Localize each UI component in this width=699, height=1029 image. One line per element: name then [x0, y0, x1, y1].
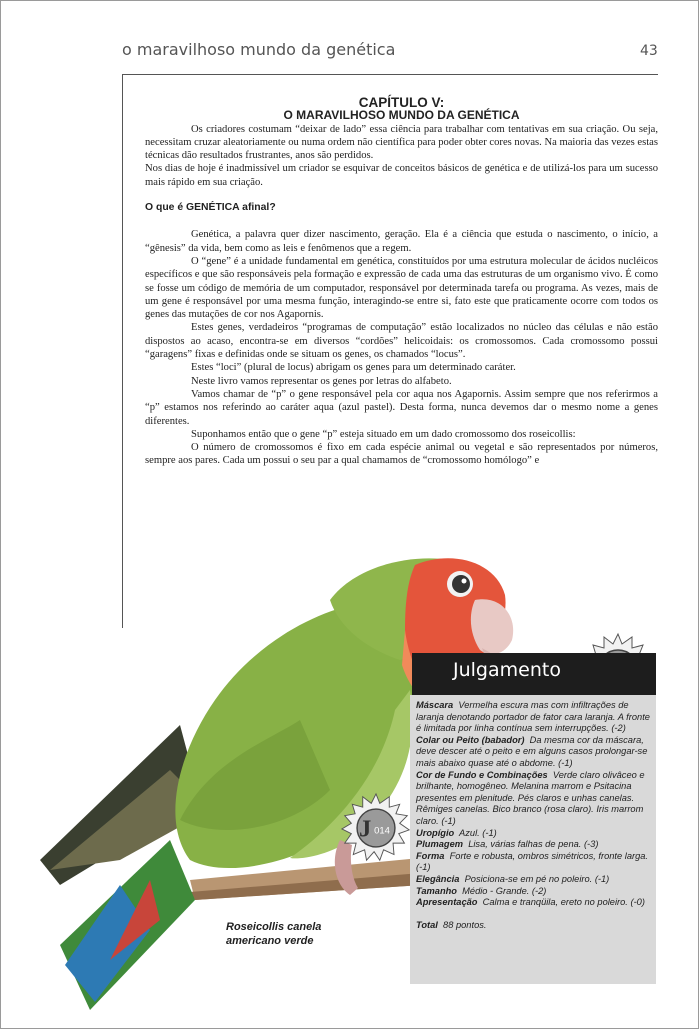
criterion [416, 735, 652, 770]
intro-paragraph: Os criadores costumam “deixar de lado” essa ciência para trabalhar com tentativas em sua criação. Ou seja, necessitam cruzar aleatoriamente ou numa ordem não científica para poder obter cores novas. Na maioria das vezes estas técnicas dão resultados frustrantes, anos são perdidos. [145, 123, 658, 162]
intro-paragraph: Nos dias de hoje é inadmissível um criador se esquivar de conceitos básicos de genética e de utilizá-los para um sucesso mais rápido em sua criação. [145, 163, 658, 188]
body-text [145, 96, 658, 468]
badge-number: 014 [374, 825, 390, 837]
section-heading: O que é GENÉTICA afinal? [145, 202, 276, 214]
criterion-text: Da mesma cor da máscara, deve descer até o peito e em alguns casos prolongar-se mais abaixo quase até o abdome. (-1) [416, 734, 648, 768]
caption-line: Roseicollis canela [226, 921, 322, 933]
paragraph: Vamos chamar de “p” o gene responsável pela cor aqua nos Agapornis. Assim sempre que nos referirmos a “p” estamos nos referindo ao caráter aqua (azul pastel). Desta forma, nunca devemos dar o mesmo nome a genes diferentes. [145, 388, 658, 427]
criterion-label: Tamanho [416, 885, 457, 896]
paragraph: Estes genes, verdadeiros “programas de computação” estão localizados no núcleo das células e não estão dispostos ao acaso, encontra-se em diversos “cordões” helicoidais: os cromossomos. Cada cromossomo possui “garagens” fixas e definidas onde se situam os genes, os chamados “locus”. [145, 322, 658, 361]
paragraph: Neste livro vamos representar os genes por letras do alfabeto. [191, 375, 452, 387]
criterion-label: Máscara [416, 700, 454, 710]
criterion-label: Forma [416, 850, 445, 861]
criterion [416, 851, 652, 874]
criterion [416, 700, 652, 735]
running-title: o maravilhoso mundo da genética [122, 40, 396, 59]
award-badge [340, 792, 412, 864]
criterion-label: Plumagem [416, 839, 464, 850]
judging-total [416, 920, 652, 932]
criterion-text: Forte e robusta, ombros simétricos, fronte larga. (-1) [416, 850, 649, 873]
caption-line: americano verde [226, 935, 314, 947]
paragraph: Estes “loci” (plural de locus) abrigam os genes para um determinado caráter. [191, 362, 516, 374]
judging-title: Julgamento [453, 659, 561, 681]
criterion-text: Calma e tranqüila, ereto no poleiro. (-0) [482, 897, 645, 908]
criterion-label: Cor de Fundo e Combinações [416, 769, 548, 780]
chapter-title: O MARAVILHOSO MUNDO DA GENÉTICA [283, 108, 520, 123]
criterion [416, 770, 652, 828]
chapter-number: CAPÍTULO V: [358, 95, 445, 110]
criterion-label: Apresentação [416, 897, 478, 908]
paragraph: O “gene” é a unidade fundamental em genética, constituídos por uma estrutura molecular de ácidos nucléicos específicos e que são responsáveis pela formação e expressão de cada uma das estruturas de um organismo vivo. É como se fosse um código de memória de um computador, responsável por determinada tarefa ou programa. As vezes, mais de um gene é responsável por uma mesma função, interagindo-se entre si, fato este que praticamente ocorre com todos os genes das mutações de cor nos Agapornis. [145, 255, 658, 321]
figure-caption [226, 920, 321, 948]
criterion-text: Médio - Grande. (-2) [462, 885, 547, 896]
paragraph: Suponhamos então que o gene “p” esteja situado em um dado cromossomo dos roseicollis: [191, 428, 576, 440]
criterion-text: Azul. (-1) [459, 827, 497, 838]
page-number: 43 [640, 43, 658, 59]
criterion [416, 839, 652, 851]
paragraph: Genética, a palavra quer dizer nascimento, geração. Ela é a ciência que estuda o nascimento, o início, a “gênesis” da vida, bem como as leis e fenômenos que a regem. [145, 229, 658, 254]
header-rule [122, 74, 658, 75]
criterion-text: Verde claro olivâceo e brilhante, homogêneo. Melanina marrom e Psitacina presentes em plenitude. Pés claros e unhas canelas. Rêmiges canelas. Bico branco (rosa claro). Iris marrom claro. (-1) [416, 769, 645, 826]
criterion [416, 886, 652, 898]
criterion-text: Lisa, várias falhas de pena. (-3) [468, 839, 599, 850]
criterion-text: Vermelha escura mas com infiltrações de laranja denotando portador de fator cara laranja. A fronte é limitada por linha contínua sem interrupções. (-2) [416, 700, 650, 734]
judging-criteria [416, 700, 652, 931]
criterion-label: Colar ou Peito (babador) [416, 734, 525, 745]
criterion-label: Uropígio [416, 827, 455, 838]
paragraph: O número de cromossomos é fixo em cada espécie animal ou vegetal e são representados por números, sempre aos pares. Cada um possui o seu par a qual chamamos de “cromossomo homólogo” e [145, 442, 658, 467]
total-label: Total [416, 919, 438, 930]
criterion [416, 897, 652, 909]
total-value: 88 pontos. [443, 919, 487, 930]
badge-letter: J [358, 815, 372, 843]
criterion-label: Elegância [416, 873, 460, 884]
criterion [416, 828, 652, 840]
criterion-text: Posiciona-se em pé no poleiro. (-1) [464, 873, 610, 884]
criterion [416, 874, 652, 886]
